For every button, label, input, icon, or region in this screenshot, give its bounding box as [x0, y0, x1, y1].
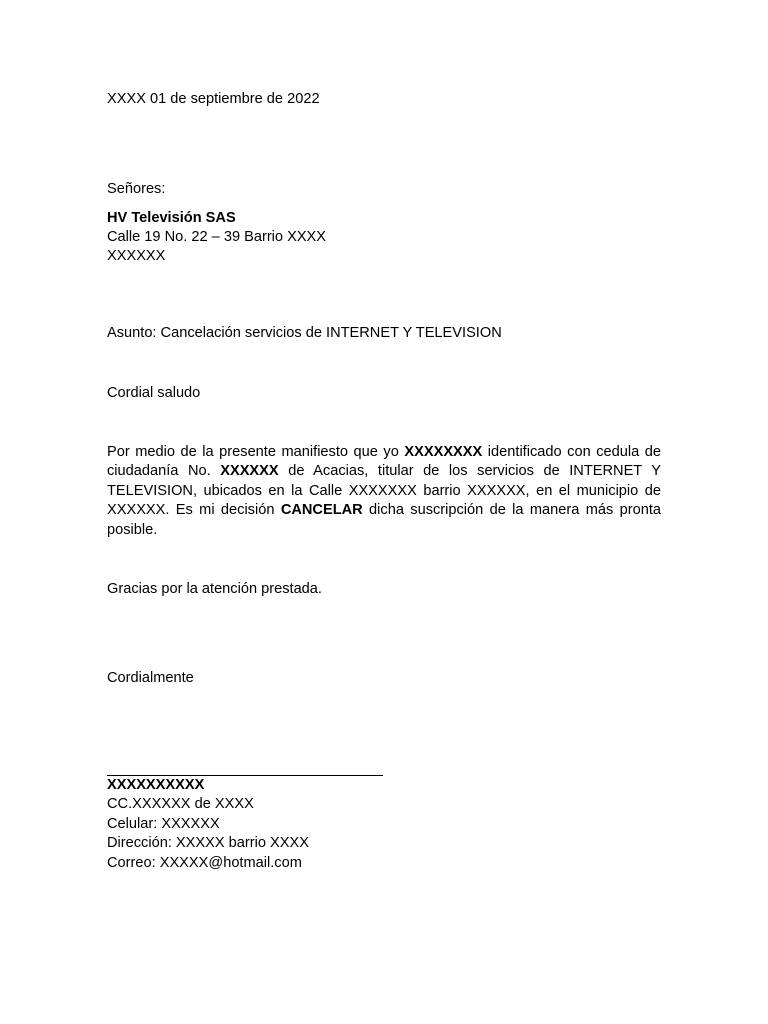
salutation: Señores: — [107, 181, 166, 197]
body-text-3: de Acacias, titular de los servicios de INTERNET Y TELEVISION, ubicados en la Calle XXXXXXX barrio XXXXXX, en el municipio de XXXXXX. Es mi decisión — [107, 463, 661, 519]
thanks-line: Gracias por la atención prestada. — [107, 581, 322, 597]
body-client-name: XXXXXXXX — [404, 444, 483, 460]
subject-line: Asunto: Cancelación servicios de INTERNET Y TELEVISION — [107, 325, 502, 341]
greeting: Cordial saludo — [107, 385, 201, 401]
signature-name: XXXXXXXXXX — [107, 777, 205, 793]
recipient-company: HV Televisión SAS — [107, 210, 236, 226]
recipient-city: XXXXXX — [107, 248, 166, 264]
body-id-number: XXXXXX — [220, 463, 279, 480]
body-text-2: identificado con cedula de ciudadanía No. — [107, 444, 661, 480]
signature-id: CC.XXXXXX de XXXX — [107, 796, 254, 812]
body-cancel-word: CANCELAR — [280, 502, 363, 519]
date-line: XXXX 01 de septiembre de 2022 — [107, 91, 320, 107]
body-paragraph — [107, 443, 661, 540]
signature-address: Dirección: XXXXX barrio XXXX — [107, 835, 309, 851]
body-text-1: Por medio de la presente manifiesto que yo — [107, 444, 405, 460]
closing-line: Cordialmente — [107, 670, 194, 686]
body-text-4: dicha suscripción de la manera más pronta posible. — [107, 502, 662, 538]
recipient-address: Calle 19 No. 22 – 39 Barrio XXXX — [107, 229, 327, 245]
signature-phone: Celular: XXXXXX — [107, 816, 220, 832]
signature-email: Correo: XXXXX@hotmail.com — [107, 855, 302, 871]
